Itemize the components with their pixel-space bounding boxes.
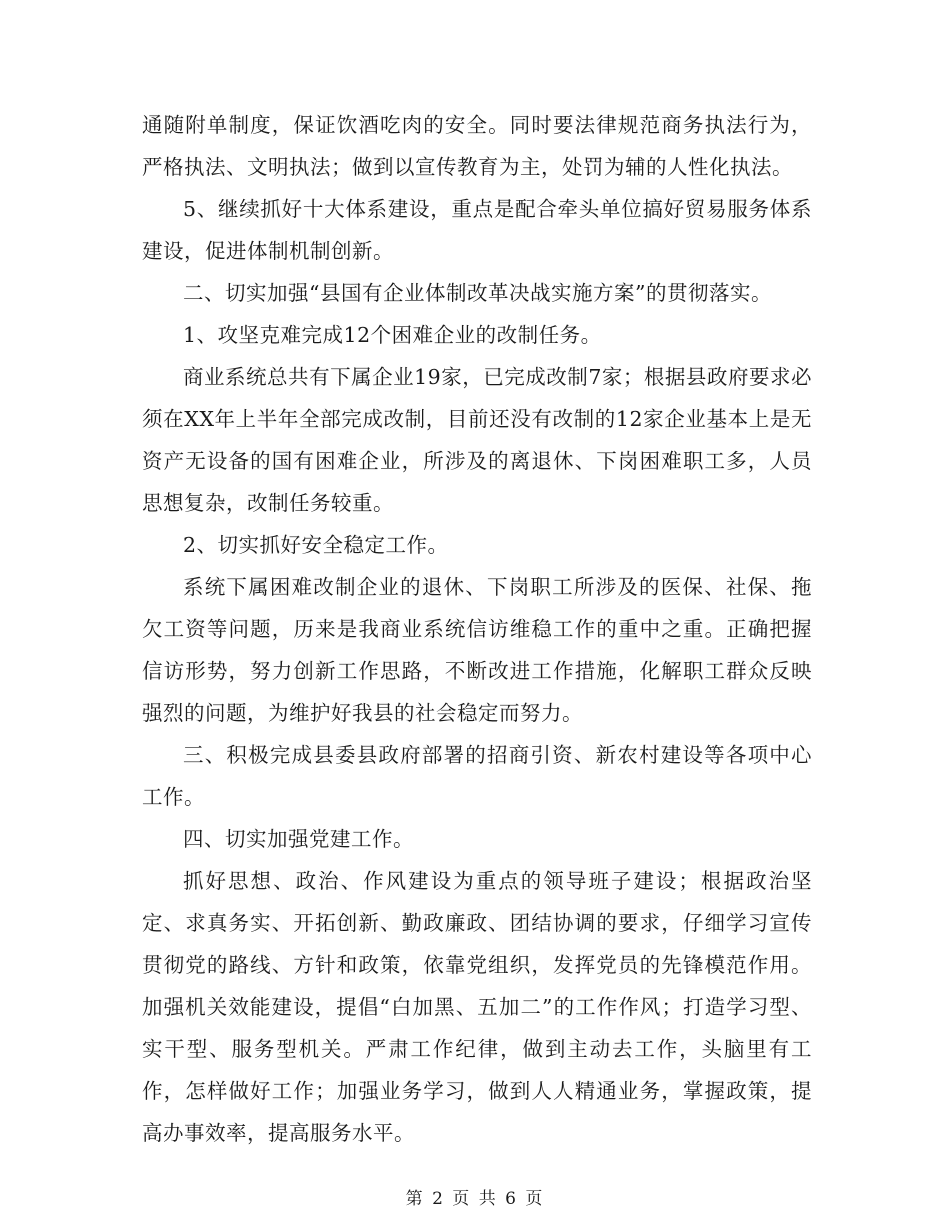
paragraph-1: 通随附单制度，保证饮酒吃肉的安全。同时要法律规范商务执法行为，严格执法、文明执法；做到以宣传教育为主，处罚为辅的人性化执法。 bbox=[142, 113, 812, 179]
paragraph-5: 商业系统总共有下属企业19家，已完成改制7家；根据县政府要求必须在XX年上半年全部完成改制，目前还没有改制的12家企业基本上是无资产无设备的国有困难企业，所涉及的离退休、下岗困难职工多，人员思想复杂，改制任务较重。 bbox=[142, 365, 812, 515]
paragraph-10: 抓好思想、政治、作风建设为重点的领导班子建设；根据政治坚定、求真务实、开拓创新、勤政廉政、团结协调的要求，仔细学习宣传贯彻党的路线、方针和政策，依靠党组织，发挥党员的先锋模范作用。加强机关效能建设，提倡“白加黑、五加二”的工作作风；打造学习型、实干型、服务型机关。严肃工作纪律，做到主动去工作，头脑里有工作，怎样做好工作；加强业务学习，做到人人精通业务，掌握政策，提高办事效率，提高服务水平。 bbox=[142, 869, 812, 1145]
paragraph-6-subheading: 2、切实抓好安全稳定工作。 bbox=[183, 533, 449, 557]
paragraph-2: 5、继续抓好十大体系建设，重点是配合牵头单位搞好贸易服务体系建设，促进体制机制创新。 bbox=[142, 197, 812, 263]
page-number-footer: 第 2 页 共 6 页 bbox=[405, 1189, 545, 1209]
paragraph-8-heading: 三、积极完成县委县政府部署的招商引资、新农村建设等各项中心工作。 bbox=[142, 743, 812, 809]
document-body bbox=[142, 104, 812, 1154]
paragraph-9-heading: 四、切实加强党建工作。 bbox=[183, 827, 414, 851]
paragraph-7: 系统下属困难改制企业的退休、下岗职工所涉及的医保、社保、拖欠工资等问题，历来是我商业系统信访维稳工作的重中之重。正确把握信访形势，努力创新工作思路，不断改进工作措施，化解职工群众反映强烈的问题，为维护好我县的社会稳定而努力。 bbox=[142, 575, 812, 725]
paragraph-3-heading: 二、切实加强“县国有企业体制改革决战实施方案”的贯彻落实。 bbox=[183, 281, 772, 305]
paragraph-4-subheading: 1、攻坚克难完成12个困难企业的改制任务。 bbox=[183, 323, 602, 347]
